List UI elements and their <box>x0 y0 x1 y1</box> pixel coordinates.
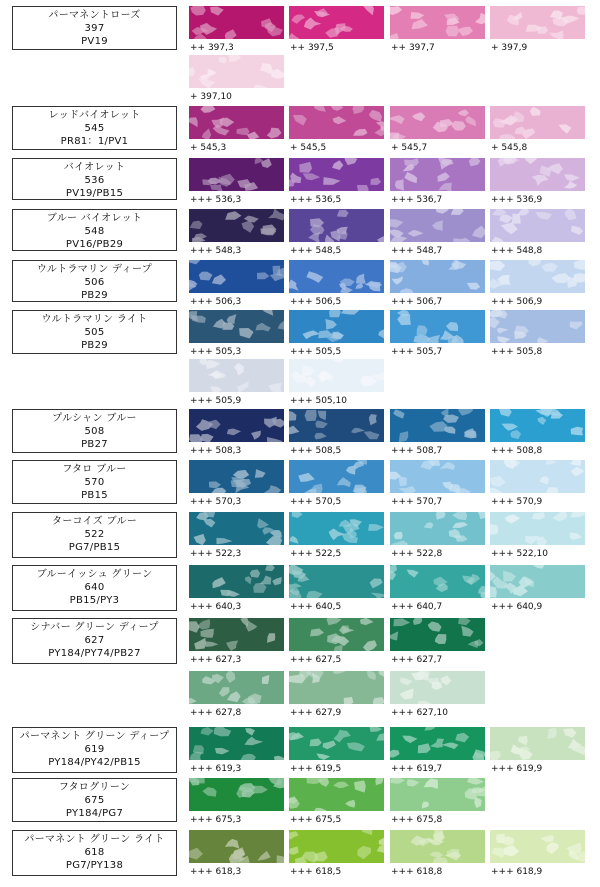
swatch-code: +++ 627,7 <box>391 655 443 665</box>
color-name: レッドバイオレット <box>48 110 141 121</box>
swatch-code: +++ 536,7 <box>391 195 443 205</box>
color-swatch <box>390 618 485 651</box>
color-pigment: PB29 <box>81 290 108 301</box>
color-swatch <box>390 6 485 39</box>
color-swatch <box>390 409 485 442</box>
color-name: フタログリーン <box>58 782 131 793</box>
swatch-code: +++ 522,3 <box>190 549 242 559</box>
color-number: 522 <box>84 529 105 540</box>
swatch-code: +++ 508,5 <box>290 446 342 456</box>
color-number: 619 <box>84 744 105 755</box>
swatch-code: + 545,3 <box>190 143 227 153</box>
color-swatch <box>490 565 585 598</box>
swatch-code: +++ 505,7 <box>391 347 443 357</box>
swatch-code: +++ 618,3 <box>190 867 242 877</box>
color-pigment: PY184/PY74/PB27 <box>48 648 141 659</box>
color-number: 505 <box>84 327 105 338</box>
swatch-code: +++ 640,9 <box>491 602 543 612</box>
swatch-code: +++ 505,10 <box>290 396 347 406</box>
color-swatch <box>490 830 585 863</box>
color-swatch <box>289 209 384 242</box>
color-pigment: PV19 <box>81 36 108 47</box>
color-number: 506 <box>84 277 105 288</box>
color-swatch <box>189 460 284 493</box>
color-swatch <box>289 671 384 704</box>
swatch-code: +++ 675,5 <box>290 815 342 825</box>
color-swatch <box>189 671 284 704</box>
swatch-code: +++ 506,5 <box>290 297 342 307</box>
color-pigment: PV19/PB15 <box>65 188 124 199</box>
color-swatch <box>289 310 384 343</box>
color-swatch <box>189 106 284 139</box>
color-swatch <box>189 727 284 760</box>
color-swatch <box>289 512 384 545</box>
swatch-code: +++ 570,9 <box>491 497 543 507</box>
color-swatch <box>189 409 284 442</box>
color-swatch <box>289 830 384 863</box>
swatch-code: +++ 618,8 <box>391 867 443 877</box>
color-label-box <box>12 260 177 302</box>
color-number: 397 <box>84 23 105 34</box>
color-pigment: PY184/PY42/PB15 <box>48 757 141 768</box>
color-swatch <box>189 6 284 39</box>
color-label-box <box>12 618 177 664</box>
color-number: 545 <box>84 123 105 134</box>
color-pigment: PB15/PY3 <box>69 595 120 606</box>
swatch-code: +++ 505,3 <box>190 347 242 357</box>
color-swatch <box>490 209 585 242</box>
swatch-code: +++ 619,3 <box>190 764 242 774</box>
color-swatch <box>189 618 284 651</box>
color-swatch <box>490 727 585 760</box>
color-number: 640 <box>84 582 105 593</box>
color-swatch <box>289 359 384 392</box>
color-pigment: PG7/PB15 <box>68 542 121 553</box>
color-swatch <box>390 671 485 704</box>
color-swatch <box>390 565 485 598</box>
color-swatch <box>189 778 284 811</box>
swatch-code: + 545,7 <box>391 143 428 153</box>
swatch-code: +++ 627,8 <box>190 708 242 718</box>
color-swatch <box>289 460 384 493</box>
swatch-code: +++ 675,3 <box>190 815 242 825</box>
color-swatch <box>189 55 284 88</box>
color-label-box <box>12 460 177 504</box>
color-name: パーマネントローズ <box>48 10 141 21</box>
swatch-code: +++ 640,7 <box>391 602 443 612</box>
swatch-code: +++ 506,3 <box>190 297 242 307</box>
swatch-code: +++ 627,9 <box>290 708 342 718</box>
swatch-code: +++ 522,10 <box>491 549 548 559</box>
swatch-code: +++ 640,5 <box>290 602 342 612</box>
color-swatch <box>490 460 585 493</box>
color-name: ブルーイッシュ グリーン <box>36 569 153 580</box>
color-swatch <box>490 409 585 442</box>
color-name: プルシャン ブルー <box>52 413 137 424</box>
color-number: 570 <box>84 477 105 488</box>
swatch-code: +++ 536,9 <box>491 195 543 205</box>
swatch-code: +++ 506,9 <box>491 297 543 307</box>
color-swatch <box>289 158 384 191</box>
color-swatch <box>289 778 384 811</box>
color-swatch <box>390 310 485 343</box>
swatch-code: +++ 570,5 <box>290 497 342 507</box>
swatch-code: +++ 570,3 <box>190 497 242 507</box>
color-number: 536 <box>84 175 105 186</box>
color-swatch <box>189 830 284 863</box>
color-name: ターコイズ ブルー <box>51 516 138 527</box>
color-label-box <box>12 310 177 354</box>
swatch-code: +++ 627,10 <box>391 708 448 718</box>
color-swatch <box>490 310 585 343</box>
color-label-box <box>12 830 177 876</box>
swatch-code: +++ 618,9 <box>491 867 543 877</box>
color-name: フタロ ブルー <box>62 464 127 475</box>
swatch-code: + 397,10 <box>190 92 232 102</box>
color-label-box <box>12 512 177 558</box>
swatch-code: +++ 618,5 <box>290 867 342 877</box>
swatch-code: +++ 505,8 <box>491 347 543 357</box>
color-swatch <box>189 260 284 293</box>
color-name: ブルー バイオレット <box>46 213 143 224</box>
color-swatch <box>289 727 384 760</box>
color-swatch <box>390 778 485 811</box>
color-label-box <box>12 778 177 822</box>
color-swatch <box>289 106 384 139</box>
color-swatch <box>289 6 384 39</box>
swatch-code: + 545,8 <box>491 143 528 153</box>
swatch-code: +++ 505,9 <box>190 396 242 406</box>
swatch-code: ++ 397,5 <box>290 43 334 53</box>
swatch-code: +++ 548,3 <box>190 246 242 256</box>
swatch-code: +++ 508,8 <box>491 446 543 456</box>
color-swatch <box>189 359 284 392</box>
color-swatch <box>289 565 384 598</box>
color-swatch <box>289 260 384 293</box>
swatch-code: +++ 570,7 <box>391 497 443 507</box>
color-swatch <box>490 6 585 39</box>
color-swatch <box>390 260 485 293</box>
color-number: 627 <box>84 635 105 646</box>
color-pigment: PV16/PB29 <box>65 239 124 250</box>
color-name: パーマネント グリーン ディープ <box>19 731 170 742</box>
swatch-code: +++ 619,9 <box>491 764 543 774</box>
color-name: ウルトラマリン ディープ <box>36 264 153 275</box>
color-label-box <box>12 158 177 200</box>
color-number: 548 <box>84 226 105 237</box>
swatch-code: ++ 397,3 <box>190 43 234 53</box>
color-number: 675 <box>84 795 105 806</box>
color-pigment: PY184/PG7 <box>65 808 124 819</box>
color-swatch <box>289 409 384 442</box>
swatch-code: +++ 675,8 <box>391 815 443 825</box>
swatch-code: +++ 619,5 <box>290 764 342 774</box>
color-swatch <box>390 512 485 545</box>
color-swatch <box>189 512 284 545</box>
color-label-box <box>12 565 177 611</box>
color-number: 508 <box>84 426 105 437</box>
swatch-code: +++ 640,3 <box>190 602 242 612</box>
swatch-code: +++ 619,7 <box>391 764 443 774</box>
swatch-code: ++ 397,7 <box>391 43 435 53</box>
color-label-box <box>12 106 177 150</box>
color-label-box <box>12 209 177 251</box>
color-swatch <box>189 310 284 343</box>
color-swatch <box>390 158 485 191</box>
swatch-code: +++ 508,7 <box>391 446 443 456</box>
swatch-code: +++ 536,3 <box>190 195 242 205</box>
swatch-code: +++ 522,8 <box>391 549 443 559</box>
color-swatch <box>490 158 585 191</box>
color-name: シナバー グリーン ディープ <box>30 622 159 633</box>
color-label-box <box>12 6 177 50</box>
color-label-box <box>12 727 177 773</box>
color-swatch <box>189 158 284 191</box>
color-swatch <box>390 830 485 863</box>
color-label-box <box>12 409 177 453</box>
swatch-code: + 397,9 <box>491 43 528 53</box>
color-swatch <box>490 260 585 293</box>
swatch-code: +++ 548,8 <box>491 246 543 256</box>
color-swatch <box>490 512 585 545</box>
swatch-code: +++ 506,7 <box>391 297 443 307</box>
color-pigment: PB27 <box>81 439 108 450</box>
color-swatch <box>189 565 284 598</box>
color-pigment: PB29 <box>81 340 108 351</box>
color-swatch <box>390 209 485 242</box>
swatch-code: +++ 522,5 <box>290 549 342 559</box>
swatch-code: +++ 508,3 <box>190 446 242 456</box>
swatch-code: +++ 627,3 <box>190 655 242 665</box>
swatch-code: + 545,5 <box>290 143 327 153</box>
color-swatch <box>490 106 585 139</box>
color-swatch <box>390 460 485 493</box>
swatch-code: +++ 505,5 <box>290 347 342 357</box>
swatch-code: +++ 627,5 <box>290 655 342 665</box>
color-swatch <box>289 618 384 651</box>
color-pigment: PG7/PY138 <box>65 860 124 871</box>
color-pigment: PR81：1/PV1 <box>60 136 129 147</box>
color-swatch <box>189 209 284 242</box>
swatch-code: +++ 536,5 <box>290 195 342 205</box>
color-name: ウルトラマリン ライト <box>41 314 148 325</box>
color-name: パーマネント グリーン ライト <box>24 834 165 845</box>
swatch-code: +++ 548,7 <box>391 246 443 256</box>
color-swatch <box>390 106 485 139</box>
color-name: バイオレット <box>63 162 126 173</box>
color-number: 618 <box>84 847 105 858</box>
swatch-code: +++ 548,5 <box>290 246 342 256</box>
color-swatch <box>390 727 485 760</box>
color-pigment: PB15 <box>81 490 108 501</box>
